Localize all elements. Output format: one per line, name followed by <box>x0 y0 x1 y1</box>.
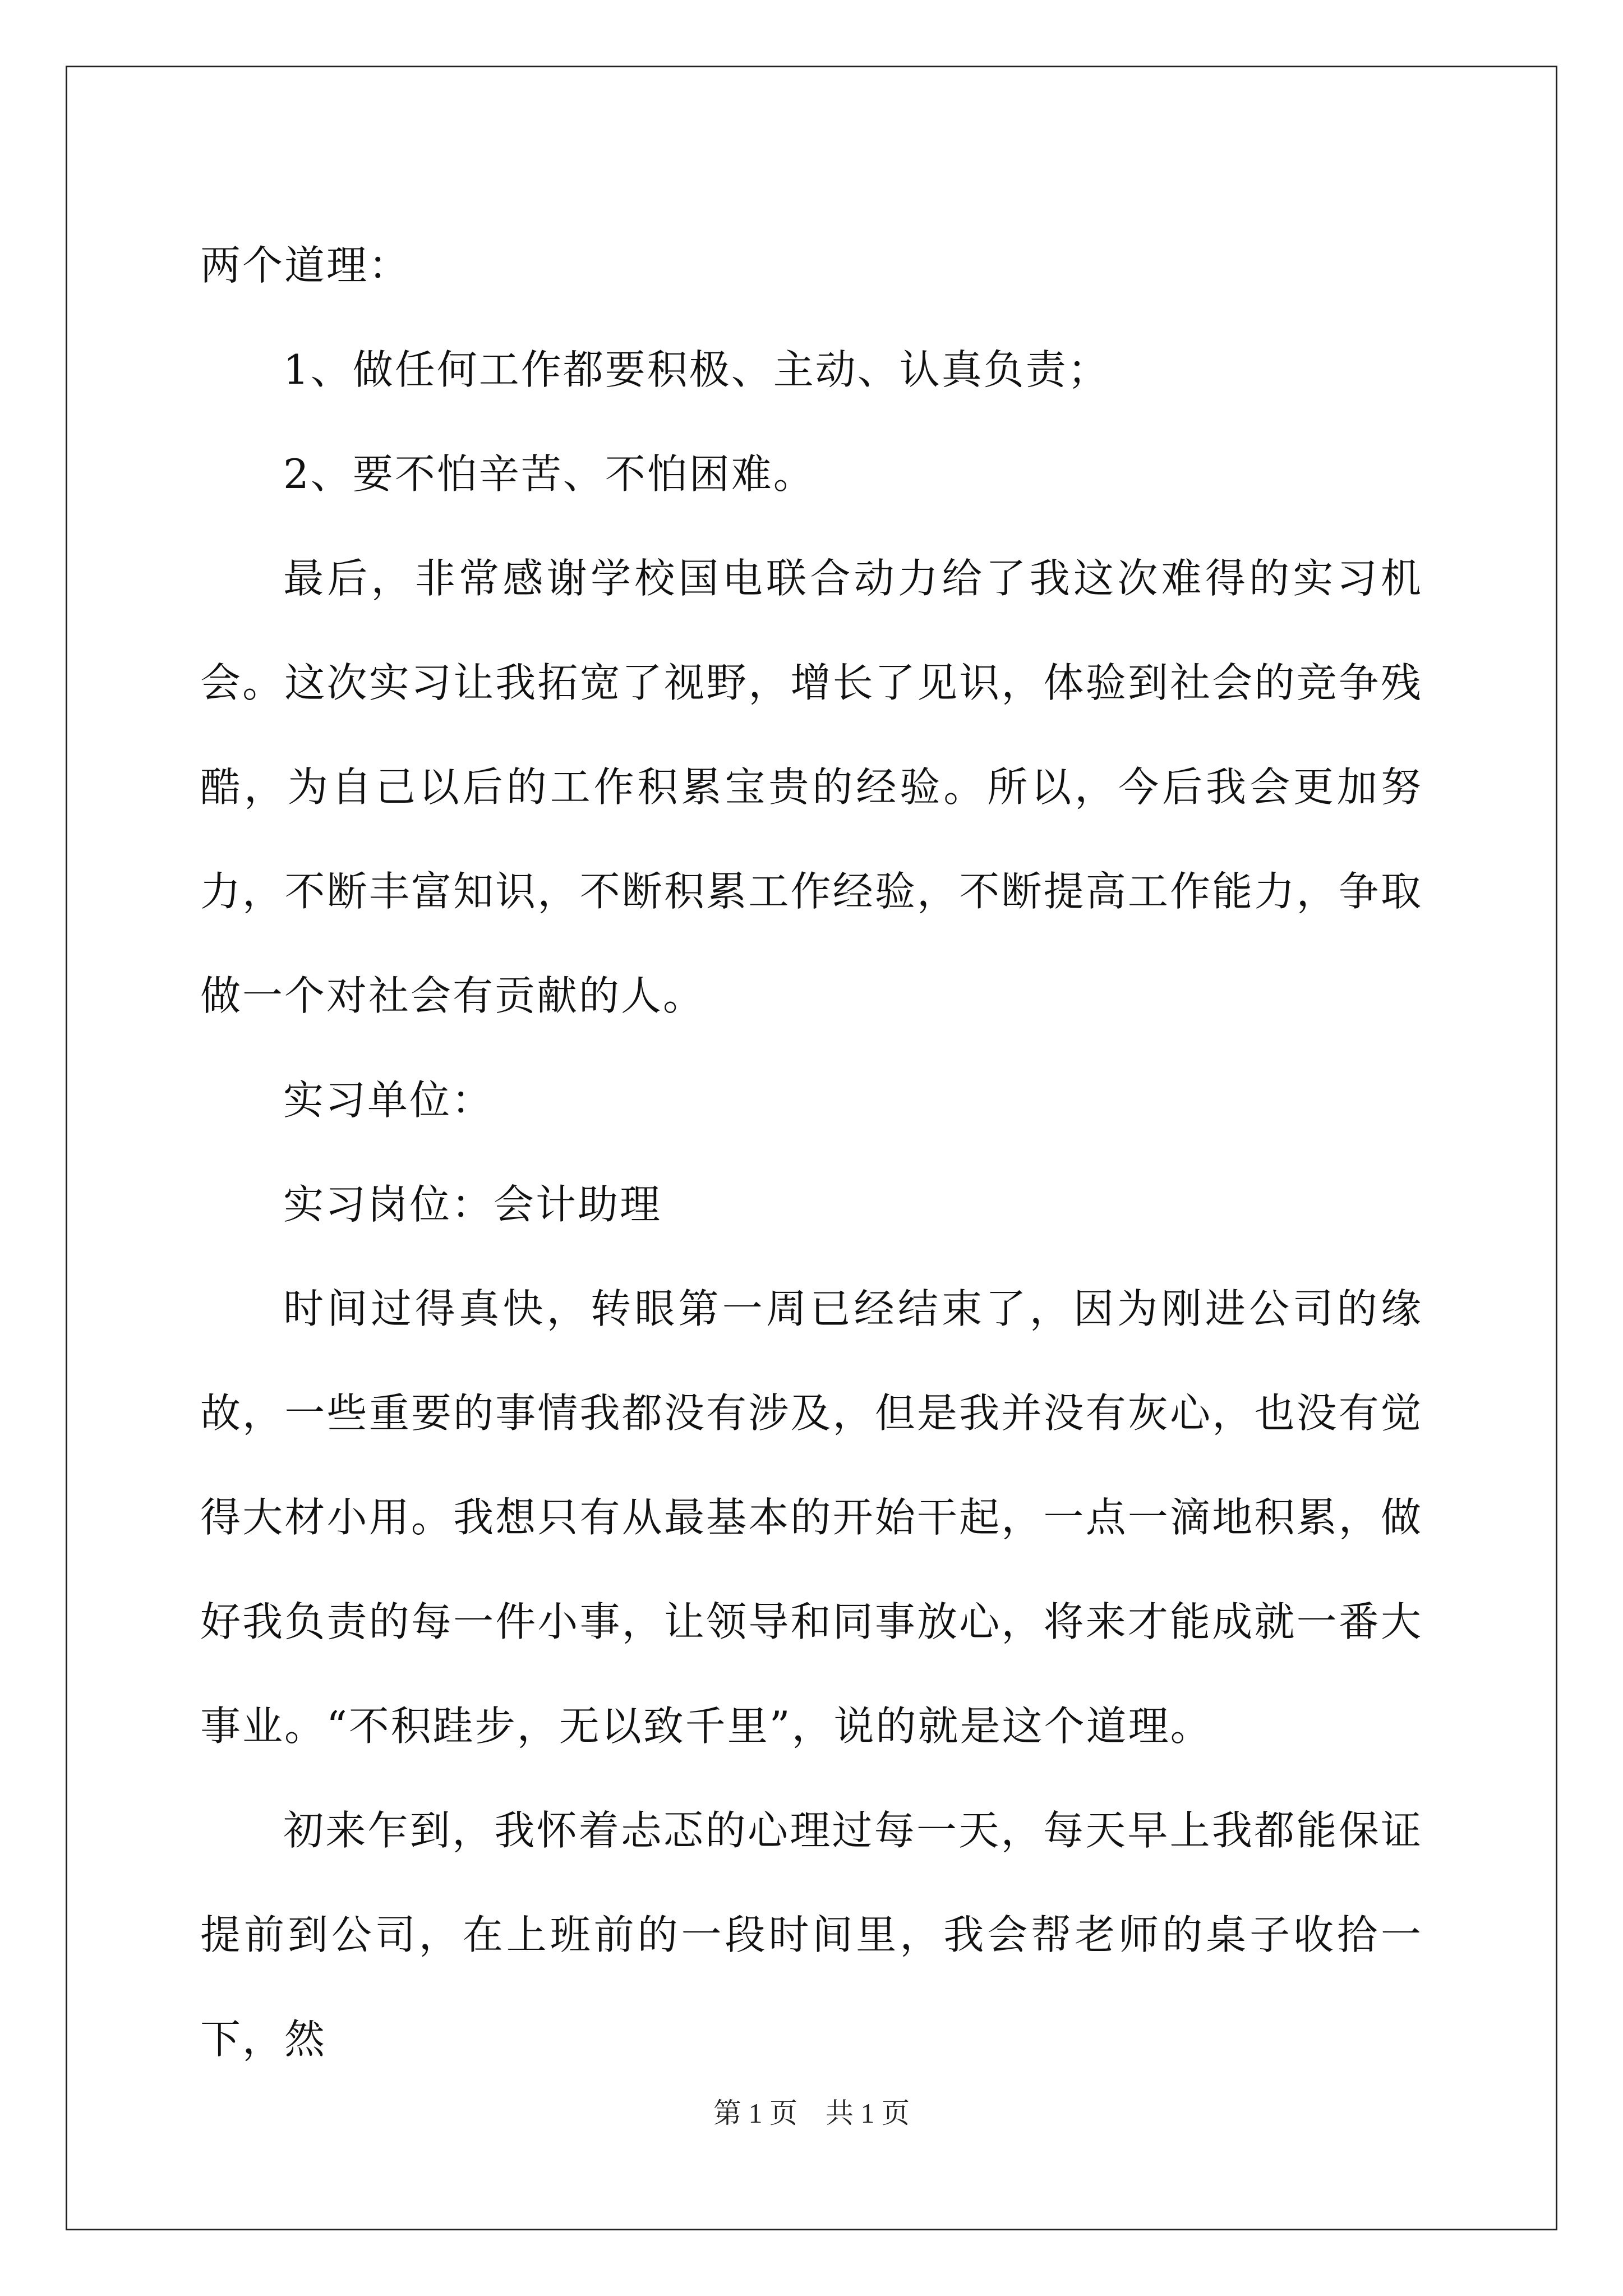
page-number-footer: 第 1 页 共 1 页 <box>713 2097 910 2129</box>
paragraph-7: 时间过得真快，转眼第一周已经结束了，因为刚进公司的缘故，一些重要的事情我都没有涉及，但是我并没有灰心，也没有觉得大材小用。我想只有从最基本的开始干起，一点一滴地积累，做好我负责的每一件小事，让领导和同事放心，将来才能成就一番大事业。“不积跬步，无以致千里”，说的就是这个道理。 <box>200 1285 1423 1750</box>
paragraph-8: 初来乍到，我怀着忐忑的心理过每一天，每天早上我都能保证提前到公司，在上班前的一段时间里，我会帮老师的桌子收拾一下，然 <box>200 1807 1423 2063</box>
paragraph-6: 实习岗位：会计助理 <box>283 1181 662 1228</box>
paragraph-4: 最后，非常感谢学校国电联合动力给了我这次难得的实习机会。这次实习让我拓宽了视野，增长了见识，体验到社会的竞争残酷，为自己以后的工作积累宝贵的经验。所以，今后我会更加努力，不断丰富知识，不断积累工作经验，不断提高工作能力，争取做一个对社会有贡献的人。 <box>200 555 1423 1019</box>
document-body <box>200 213 1423 2091</box>
paragraph-3: 2、要不怕辛苦、不怕困难。 <box>283 450 815 498</box>
paragraph-1: 两个道理： <box>200 242 411 289</box>
paragraph-2: 1、做任何工作都要积极、主动、认真负责； <box>283 346 1110 393</box>
paragraph-5: 实习单位： <box>283 1076 494 1124</box>
